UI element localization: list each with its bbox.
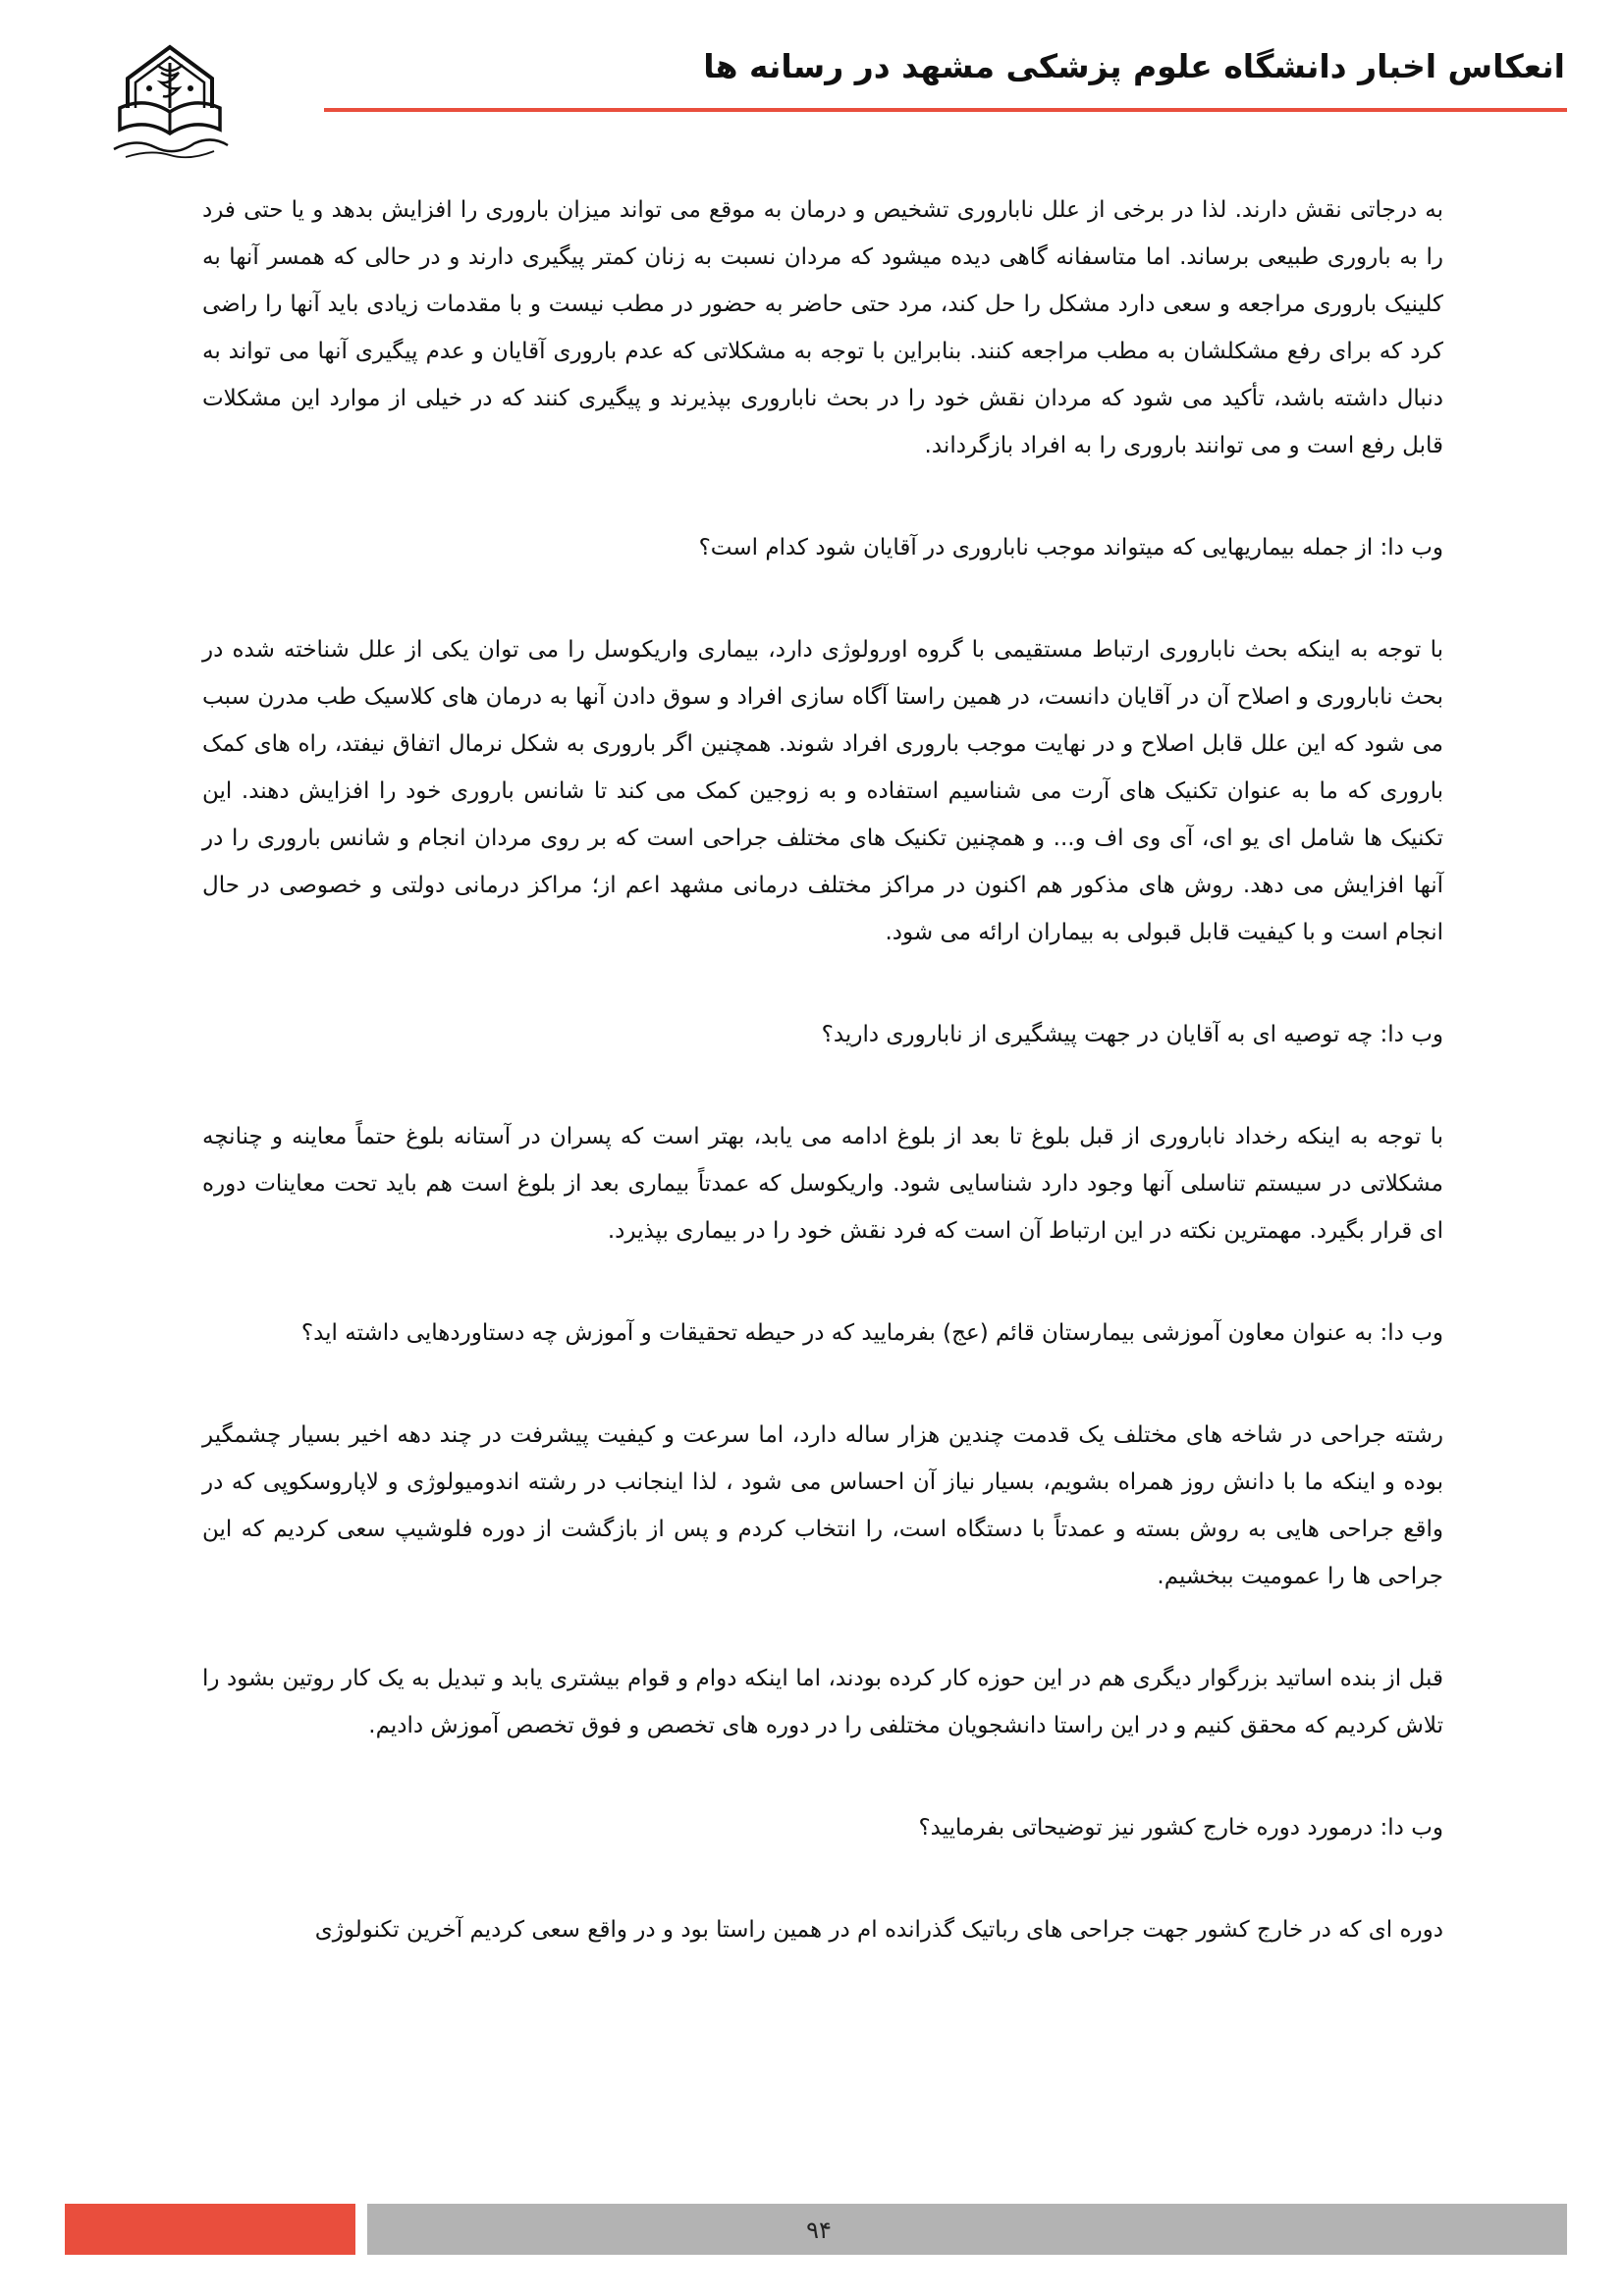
interview-question: وب دا: درمورد دوره خارج کشور نیز توضیحاتی بفرمایید؟ (918, 1815, 1443, 1841)
interview-question: وب دا: به عنوان معاون آموزشی بیمارستان قائم (عج) بفرمایید که در حیطه تحقیقات و آموزش چه دستاوردهایی داشته اید؟ (300, 1320, 1443, 1346)
paragraph-intro-continuation: به درجاتی نقش دارند. لذا در برخی از علل ناباروری تشخیص و درمان به موقع می تواند میزان باروری را افزایش بدهد و یا حتی فرد را به باروری طبیعی برساند. اما متاسفانه گاهی دیده میشود که مردان نسبت به زنان کمتر پیگیری دارند و در حالی که همسر آنها به کلینیک باروری مراجعه و سعی دارد مشکل را حل کند، مرد حتی حاضر به حضور در مطب نیست و با مقدمات زیادی باید آنها را راضی کرد که برای رفع مشکلشان به مطب مراجعه کنند. بنابراین با توجه به مشکلاتی که عدم باروری آقایان و عدم پیگیری آنها می تواند به دنبال داشته باشد، تأکید می شود که مردان نقش خود را در بحث ناباروری بپذیرند و پیگیری کنند که در خیلی از موارد این مشکلات قابل رفع است و می توانند باروری را به افراد بازگرداند. (202, 197, 1443, 458)
article-body (202, 187, 1443, 1953)
footer-accent-bar (65, 2204, 355, 2255)
footer-gray-bar (367, 2204, 1567, 2255)
university-logo (106, 39, 234, 167)
university-emblem-icon (106, 39, 234, 167)
page-number: ۹۴ (806, 2216, 832, 2244)
interview-question: وب دا: چه توصیه ای به آقایان در جهت پیشگیری از ناباروری دارید؟ (821, 1022, 1443, 1047)
interview-answer: دوره ای که در خارج کشور جهت جراحی های رباتیک گذرانده ام در همین راستا بود و در واقع سعی کردیم آخرین تکنولوژی (314, 1917, 1443, 1943)
page-header-title: انعکاس اخبار دانشگاه علوم پزشکی مشهد در رسانه ها (703, 47, 1565, 85)
interview-answer: رشته جراحی در شاخه های مختلف یک قدمت چندین هزار ساله دارد، اما سرعت و کیفیت پیشرفت در چند دهه اخیر بسیار چشمگیر بوده و اینکه ما با دانش روز همراه بشویم، بسیار نیاز آن احساس می شود ، لذا اینجانب در رشته اندومیولوژی و لاپاروسکوپی که در واقع جراحی هایی به روش بسته و عمدتاً با دستگاه است، را انتخاب کردم و پس از بازگشت از دوره فلوشیپ سعی کردیم که این جراحی ها را عمومیت ببخشیم. (202, 1422, 1443, 1589)
interview-answer: با توجه به اینکه رخداد ناباروری از قبل بلوغ تا بعد از بلوغ ادامه می یابد، بهتر است که پسران در آستانه بلوغ حتماً معاینه و چنانچه مشکلاتی در سیستم تناسلی آنها وجود دارد شناسایی شود. واریکوسل که عمدتاً بیماری بعد از بلوغ است هم باید تحت معاینات دوره ای قرار بگیرد. مهمترین نکته در این ارتباط آن است که فرد نقش خود را در بیماری بپذیرد. (202, 1124, 1443, 1244)
interview-answer: قبل از بنده اساتید بزرگوار دیگری هم در این حوزه کار کرده بودند، اما اینکه دوام و قوام بیشتری یابد و تبدیل به یک کار روتین بشود را تلاش کردیم که محقق کنیم و در این راستا دانشجویان مختلفی را در دوره های تخصص و فوق تخصص آموزش دادیم. (202, 1666, 1443, 1738)
interview-question: وب دا: از جمله بیماریهایی که میتواند موجب ناباروری در آقایان شود کدام است؟ (698, 535, 1443, 561)
interview-answer: با توجه به اینکه بحث ناباروری ارتباط مستقیمی با گروه اورولوژی دارد، بیماری واریکوسل را می توان یکی از علل شناخته شده در بحث ناباروری و اصلاح آن در آقایان دانست، در همین راستا آگاه سازی افراد و سوق دادن آنها به درمان های کلاسیک طب مدرن سبب می شود که این علل قابل اصلاح و در نهایت موجب باروری افراد شوند. همچنین اگر باروری به شکل نرمال اتفاق نیفتد، راه های کمک باروری که ما به عنوان تکنیک های آرت می شناسیم استفاده و به زوجین کمک می کند تا شانس باروری خود را افزایش دهند. این تکنیک ها شامل ای یو ای، آی وی اف و... و همچنین تکنیک های مختلف جراحی است که بر روی مردان انجام و شانس باروری را در آنها افزایش می دهد. روش های مذکور هم اکنون در مراکز مختلف درمانی مشهد اعم از؛ مراکز درمانی دولتی و خصوصی در حال انجام است و با کیفیت قابل قبولی به بیماران ارائه می شود. (202, 637, 1443, 945)
header-divider (324, 108, 1567, 112)
